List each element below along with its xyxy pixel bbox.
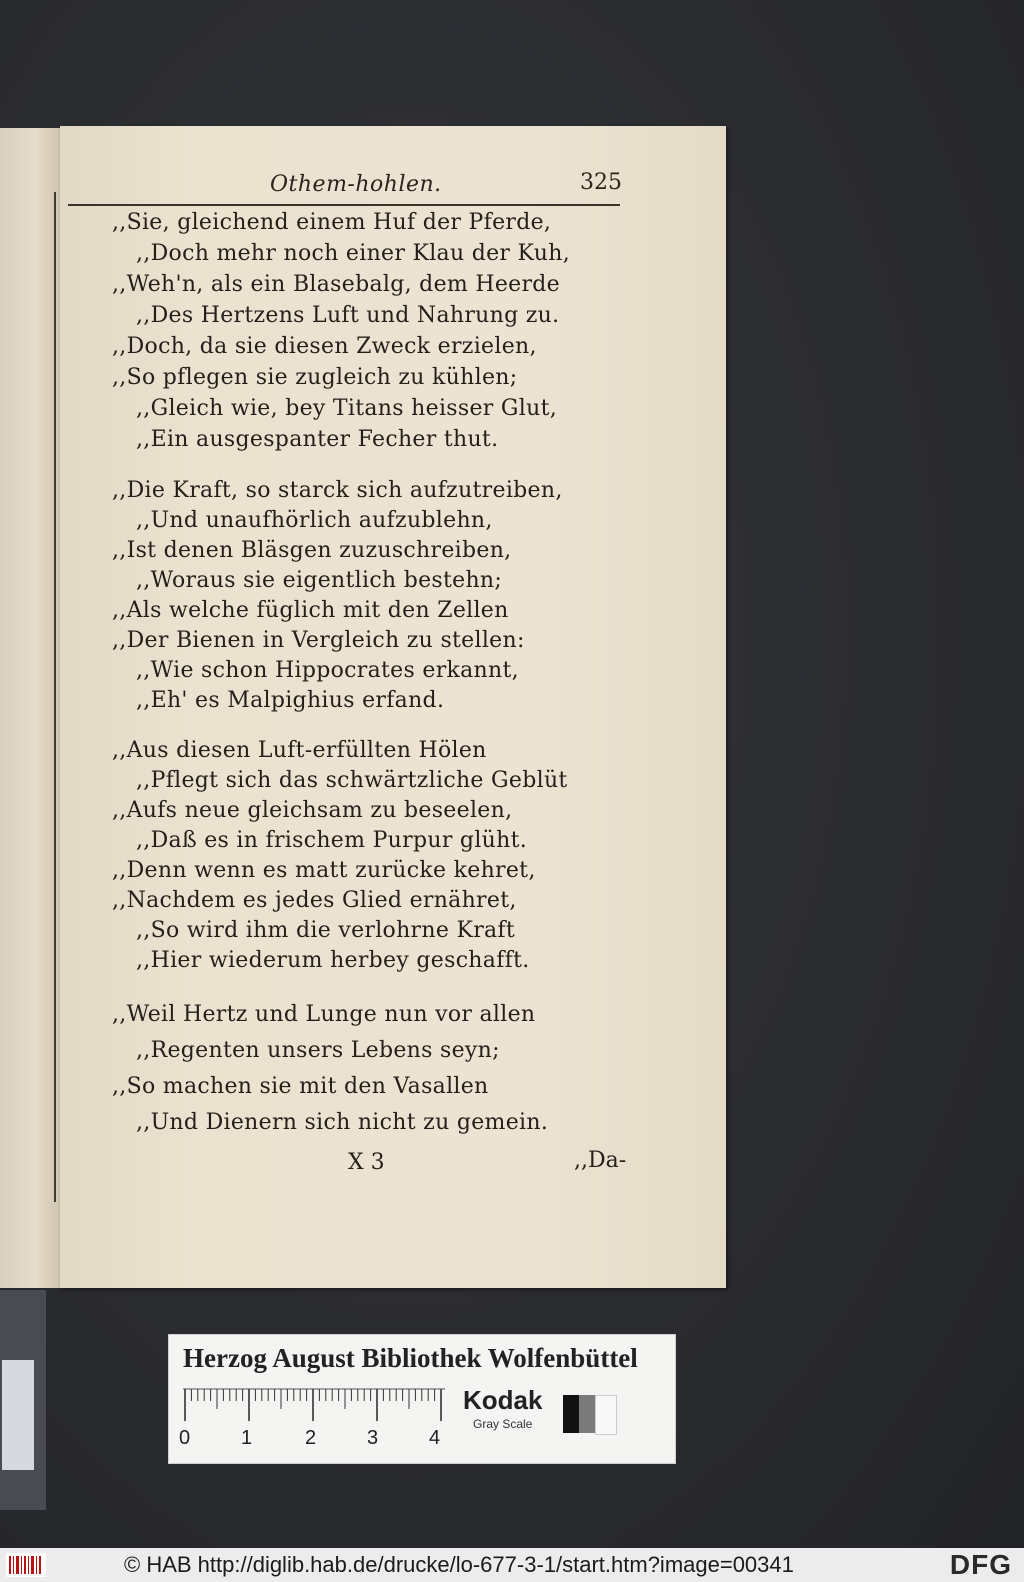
poem-line: ,,Der Bienen in Vergleich zu stellen: xyxy=(112,628,525,653)
catchword: ,,Da- xyxy=(574,1148,627,1173)
ruler-label-1: 1 xyxy=(241,1427,253,1449)
poem-line: ,,So wird ihm die verlohrne Kraft xyxy=(136,918,516,943)
poem-line: ,,Regenten unsers Lebens seyn; xyxy=(136,1038,500,1063)
hab-barcode-icon xyxy=(6,1551,46,1579)
gray-patch-black xyxy=(563,1395,579,1433)
poem-line: ,,Wie schon Hippocrates erkannt, xyxy=(136,658,519,683)
source-url[interactable]: © HAB http://diglib.hab.de/drucke/lo-677-3-1/start.htm?image=00341 xyxy=(124,1552,794,1577)
running-head: Othem-hohlen. xyxy=(270,172,442,197)
poem-line: ,,Nachdem es jedes Glied ernähret, xyxy=(112,888,517,913)
poem-line: ,,Hier wiederum herbey geschafft. xyxy=(136,948,530,973)
poem-line: ,,So pflegen sie zugleich zu kühlen; xyxy=(112,365,518,390)
signature-mark: X 3 xyxy=(348,1150,385,1175)
poem-line: ,,Und unaufhörlich aufzublehn, xyxy=(136,508,493,533)
dfg-logo: DFG xyxy=(949,1549,1012,1580)
poem-line: ,,Daß es in frischem Purpur glüht. xyxy=(136,828,528,853)
poem-line: ,,Aufs neue gleichsam zu beseelen, xyxy=(112,798,513,823)
poem-line: ,,Doch mehr noch einer Klau der Kuh, xyxy=(136,241,571,266)
shelf-label xyxy=(2,1360,34,1470)
ruler-label-3: 3 xyxy=(367,1427,379,1449)
poem-line: ,,Des Hertzens Luft und Nahrung zu. xyxy=(136,303,560,328)
poem-line: ,,Gleich wie, bey Titans heisser Glut, xyxy=(136,396,557,421)
poem-line: ,,Und Dienern sich nicht zu gemein. xyxy=(136,1110,549,1135)
color-calibration-strip xyxy=(168,1334,676,1464)
poem-line: ,,So machen sie mit den Vasallen xyxy=(112,1074,489,1099)
poem-line: ,,Weh'n, als ein Blasebalg, dem Heerde xyxy=(112,272,560,297)
poem-line: ,,Eh' es Malpighius erfand. xyxy=(136,688,445,713)
poem-line: ,,Doch, da sie diesen Zweck erzielen, xyxy=(112,334,537,359)
poem-line: ,,Als welche füglich mit den Zellen xyxy=(112,598,509,623)
poem-line: ,,Die Kraft, so starck sich aufzutreiben, xyxy=(112,478,563,503)
poem-line: ,,Denn wenn es matt zurücke kehret, xyxy=(112,858,536,883)
ruler-label-4: 4 xyxy=(429,1427,441,1449)
footer-bar xyxy=(0,1548,1024,1582)
ruler-label-0: 0 xyxy=(179,1427,191,1449)
library-name: Herzog August Bibliothek Wolfenbüttel xyxy=(183,1343,638,1373)
page-number: 325 xyxy=(580,170,622,195)
poem-line: ,,Aus diesen Luft-erfüllten Hölen xyxy=(112,738,487,763)
poem-line: ,,Woraus sie eigentlich bestehn; xyxy=(136,568,503,593)
gray-patch-mid xyxy=(579,1395,595,1433)
poem-line: ,,Ein ausgespanter Fecher thut. xyxy=(136,427,499,452)
gray-patch-white xyxy=(595,1395,617,1435)
poem-line: ,,Weil Hertz und Lunge nun vor allen xyxy=(112,1002,536,1027)
poem-line: ,,Pflegt sich das schwärtzliche Geblüt xyxy=(136,768,568,793)
poem-line: ,,Ist denen Bläsgen zuzuschreiben, xyxy=(112,538,512,563)
poem-line: ,,Sie, gleichend einem Huf der Pferde, xyxy=(112,210,552,235)
gutter-line xyxy=(54,192,56,1202)
ruler-label-2: 2 xyxy=(305,1427,317,1449)
gray-scale-label: Gray Scale xyxy=(473,1417,533,1431)
kodak-logo: Kodak xyxy=(463,1385,543,1415)
previous-page-edge xyxy=(0,128,60,1288)
header-rule xyxy=(68,204,620,206)
